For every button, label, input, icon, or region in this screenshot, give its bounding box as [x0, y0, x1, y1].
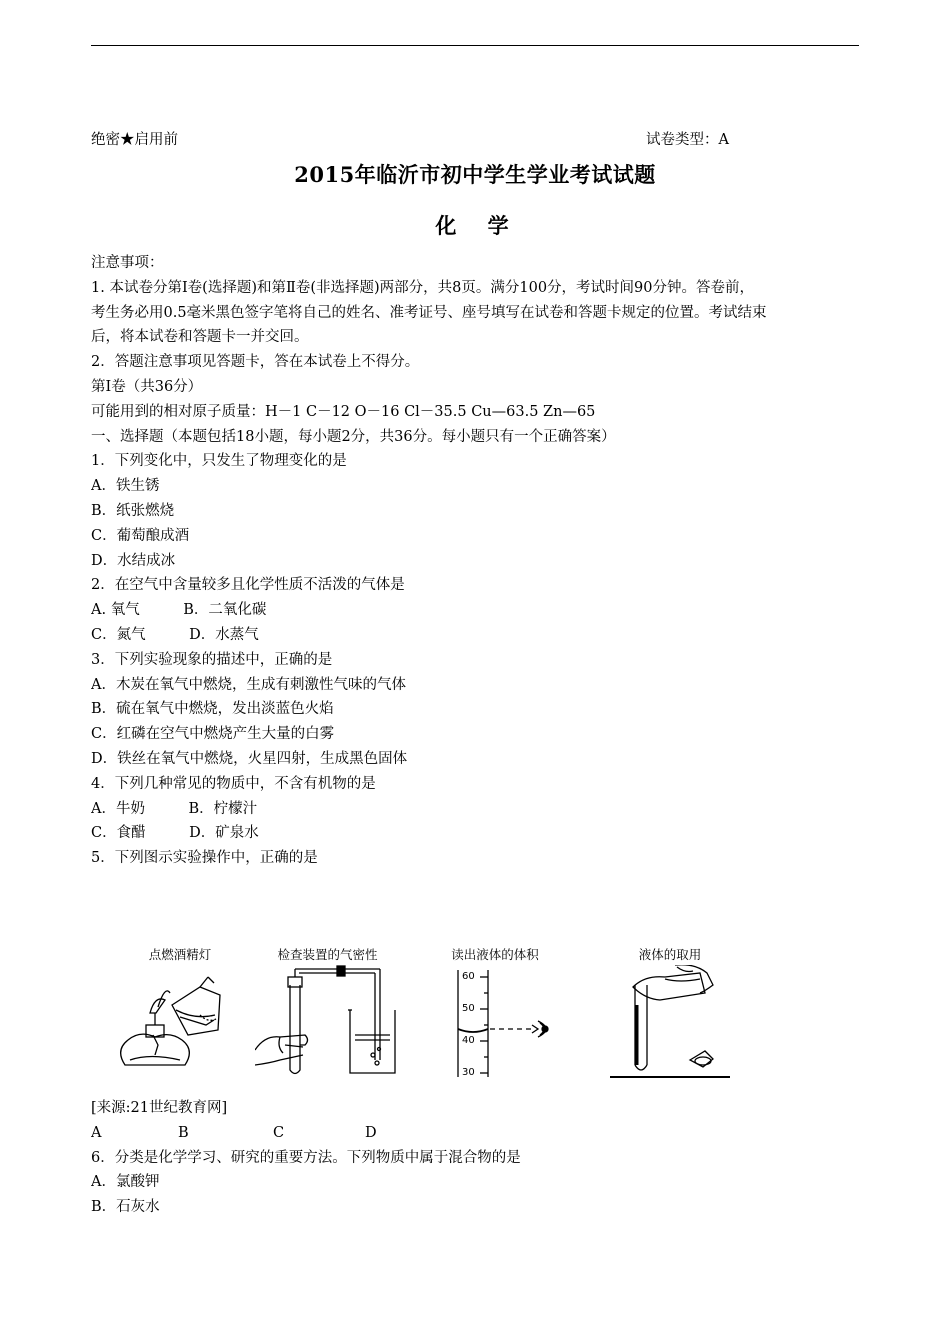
question-stem: 3．下列实验现象的描述中，正确的是 — [91, 651, 333, 668]
figure-caption: 读出液体的体积 — [451, 947, 539, 962]
top-rule — [91, 45, 859, 46]
option-line: B．硫在氧气中燃烧，发出淡蓝色火焰 — [91, 701, 334, 718]
text-line: 1. 本试卷分第Ⅰ卷(选择题)和第Ⅱ卷(非选择题)两部分，共8页。满分100分，考试时间90分钟。答卷前， — [91, 279, 755, 296]
exam-body — [91, 251, 861, 871]
option-line: C．葡萄酿成酒 — [91, 527, 190, 544]
option-line: A．木炭在氧气中燃烧，生成有刺激性气味的气体 — [91, 676, 406, 693]
text-line: 2．答题注意事项见答题卡，答在本试卷上不得分。 — [91, 354, 420, 371]
option-line: D．水结成冰 — [91, 552, 176, 569]
source-note: [来源:21世纪教育网] — [91, 1100, 228, 1116]
text-line: 考生务必用0.5毫米黑色签字笔将自己的姓名、准考证号、座号填写在试卷和答题卡规定的位置。考试结束 — [91, 304, 767, 321]
tick-label: 60 — [462, 971, 475, 982]
question-stem: 6．分类是化学学习、研究的重要方法。下列物质中属于混合物的是 — [91, 1149, 521, 1166]
lower-body — [91, 1096, 861, 1220]
option-label-b: B — [178, 1124, 189, 1141]
tick-label: 50 — [462, 1003, 475, 1014]
question-stem: 2．在空气中含量较多且化学性质不活泼的气体是 — [91, 577, 405, 594]
option-label-d: D — [365, 1124, 377, 1141]
liquid-pouring-icon — [605, 965, 745, 1080]
airtightness-check-icon — [255, 965, 405, 1080]
figure-option-labels — [91, 1121, 861, 1146]
option-line: C．食醋 D．矿泉水 — [91, 825, 259, 842]
graduated-cylinder-reading-icon — [420, 965, 580, 1080]
exam-title: 2015年临沂市初中学生学业考试试题 — [294, 162, 656, 187]
confidential-label: 绝密★启用前 — [91, 132, 178, 148]
figure-caption: 点燃酒精灯 — [148, 947, 212, 962]
figure-caption: 检查装置的气密性 — [277, 947, 378, 962]
question-stem: 4．下列几种常见的物质中，不含有机物的是 — [91, 775, 376, 792]
question-stem: 1．下列变化中，只发生了物理变化的是 — [91, 453, 347, 470]
text-line: 一、选择题（本题包括18小题，每小题2分，共36分。每小题只有一个正确答案） — [91, 428, 616, 445]
text-line: 后，将本试卷和答题卡一并交回。 — [91, 329, 309, 346]
text-line: 可能用到的相对原子质量：H－1 C－12 O－16 Cl－35.5 Cu—63.5 Zn—65 — [91, 403, 596, 420]
question-stem: 5．下列图示实验操作中，正确的是 — [91, 850, 318, 867]
text-line: 注意事项： — [91, 255, 164, 271]
text-line: 第Ⅰ卷（共36分） — [91, 378, 203, 395]
option-line: C．红磷在空气中燃烧产生大量的白雾 — [91, 726, 335, 743]
paper-type-label: 试卷类型：A — [646, 132, 729, 148]
option-label-c: C — [273, 1124, 285, 1141]
option-line: B．石灰水 — [91, 1199, 160, 1216]
option-label-a: A — [91, 1124, 102, 1141]
option-line: A．铁生锈 — [91, 478, 160, 495]
option-line: B．纸张燃烧 — [91, 502, 175, 519]
option-line: A. 氧气 B．二氧化碳 — [91, 602, 267, 619]
option-line: C．氮气 D．水蒸气 — [91, 626, 259, 643]
tick-label: 30 — [462, 1067, 475, 1078]
option-line: D．铁丝在氧气中燃烧，火星四射，生成黑色固体 — [91, 750, 408, 767]
figure-caption: 液体的取用 — [638, 947, 702, 962]
subject-title: 化 学 — [435, 213, 521, 238]
lab-figures — [110, 945, 750, 1080]
option-line: A．氯酸钾 — [91, 1174, 160, 1191]
tick-label: 40 — [462, 1035, 475, 1046]
alcohol-lamp-lighting-icon — [110, 965, 250, 1080]
option-line: A．牛奶 B．柠檬汁 — [91, 800, 258, 817]
